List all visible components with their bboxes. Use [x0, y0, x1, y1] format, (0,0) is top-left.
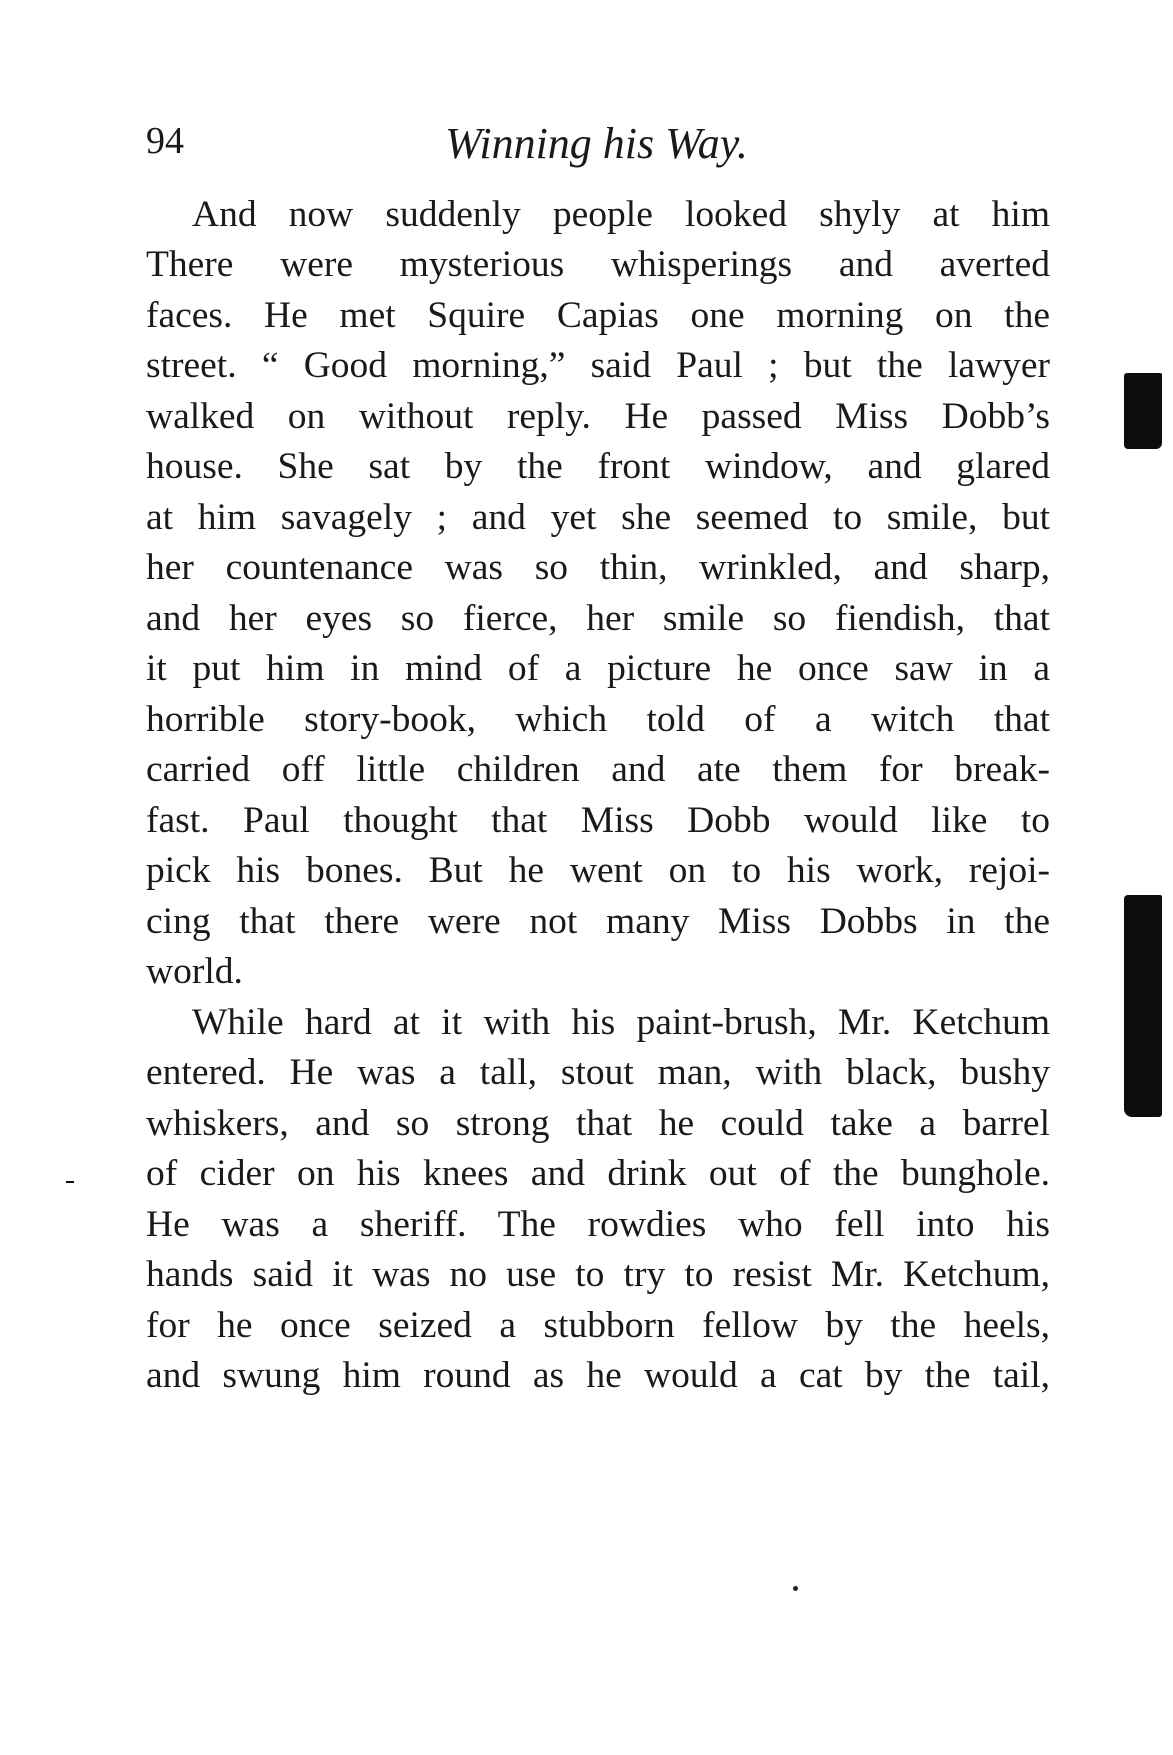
text-line: entered. He was a tall, stout man, with black, bushy — [146, 1052, 1050, 1093]
text-line: and swung him round as he would a cat by the tail, — [146, 1355, 1050, 1396]
text-line: whiskers, and so strong that he could take a barrel — [146, 1103, 1050, 1144]
scan-dot-bottom — [793, 1586, 798, 1591]
page-number: 94 — [146, 120, 184, 162]
text-line: world. — [146, 951, 243, 992]
text-line: walked on without reply. He passed Miss Dobb’s — [146, 396, 1050, 437]
text-line: hands said it was no use to try to resist Mr. Ketchum, — [146, 1254, 1050, 1295]
text-line: faces. He met Squire Capias one morning on the — [146, 295, 1050, 336]
text-line: for he once seized a stubborn fellow by the heels, — [146, 1305, 1050, 1346]
text-line: at him savagely ; and yet she seemed to smile, but — [146, 497, 1050, 538]
text-line: While hard at it with his paint-brush, Mr. Ketchum — [192, 1002, 1050, 1043]
text-line: fast. Paul thought that Miss Dobb would like to — [146, 800, 1050, 841]
text-line: it put him in mind of a picture he once saw in a — [146, 648, 1050, 689]
text-line: horrible story-book, which told of a witch that — [146, 699, 1050, 740]
text-line: He was a sheriff. The rowdies who fell into his — [146, 1204, 1050, 1245]
text-line: house. She sat by the front window, and glared — [146, 446, 1050, 487]
text-line: street. “ Good morning,” said Paul ; but the lawyer — [146, 345, 1050, 386]
text-line: carried off little children and ate them for break- — [146, 749, 1050, 790]
running-head: Winning his Way. — [445, 119, 748, 168]
text-line: and her eyes so fierce, her smile so fiendish, that — [146, 598, 1050, 639]
scan-artifact-bottom — [1124, 895, 1162, 1117]
text-line: of cider on his knees and drink out of the bunghole. — [146, 1153, 1050, 1194]
text-line: her countenance was so thin, wrinkled, and sharp, — [146, 547, 1050, 588]
text-line: There were mysterious whisperings and averted — [146, 244, 1050, 285]
scan-artifact-top — [1124, 373, 1162, 449]
text-line: And now suddenly people looked shyly at him — [192, 194, 1050, 235]
scan-mark-left — [66, 1181, 74, 1183]
text-line: cing that there were not many Miss Dobbs in the — [146, 901, 1050, 942]
text-line: pick his bones. But he went on to his work, rejoi- — [146, 850, 1050, 891]
